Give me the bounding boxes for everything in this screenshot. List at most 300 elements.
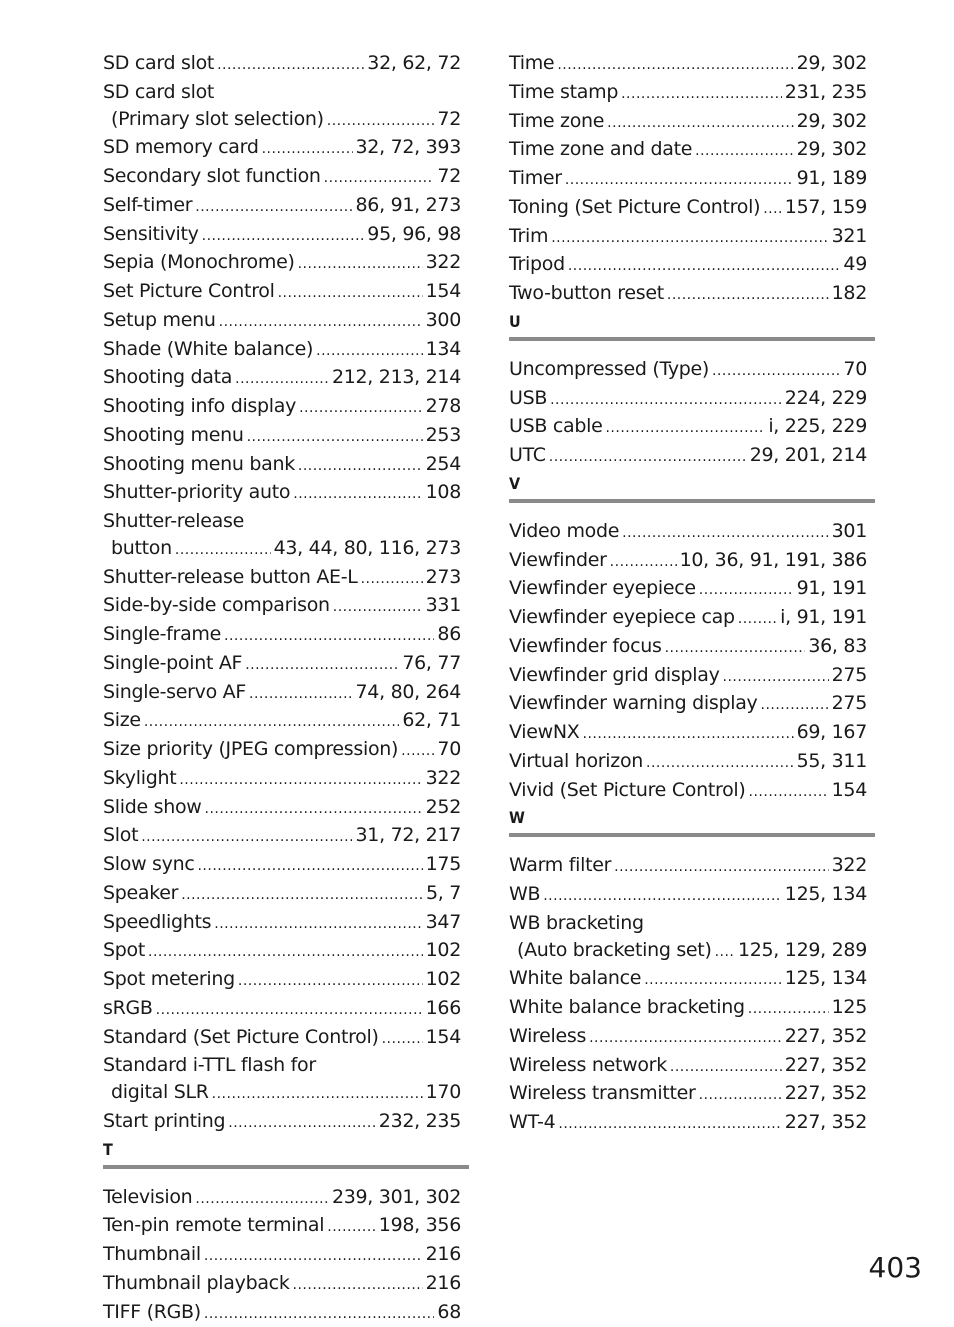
index-entry — [103, 1079, 461, 1108]
page-references: 91, 191 — [797, 575, 867, 602]
index-term: Size priority (JPEG compression) — [103, 736, 398, 763]
page-references: 331 — [426, 592, 461, 619]
section-letter-v: V — [509, 471, 867, 497]
dot-leader — [712, 358, 840, 385]
index-term: Ten-pin remote terminal — [103, 1212, 324, 1239]
index-term: Warm filter — [509, 852, 611, 879]
dot-leader — [557, 52, 793, 79]
index-term: Viewfinder — [509, 547, 607, 574]
index-term: Standard (Set Picture Control) — [103, 1024, 379, 1051]
index-term: Setup menu — [103, 307, 216, 334]
index-term: Viewfinder eyepiece cap — [509, 604, 735, 631]
index-entry — [103, 937, 461, 966]
index-term: Wireless network — [509, 1052, 667, 1079]
dot-leader — [738, 606, 777, 633]
page-references: 170 — [426, 1079, 461, 1106]
dot-leader — [235, 366, 329, 393]
index-entry — [103, 192, 461, 221]
dot-leader — [195, 1186, 329, 1213]
index-term: Shutter-release button AE-L — [103, 564, 358, 591]
page-references: 273 — [426, 564, 461, 591]
dot-leader — [361, 566, 423, 593]
index-entry — [103, 134, 461, 163]
page-references: 95, 96, 98 — [367, 221, 461, 248]
index-term: Television — [103, 1184, 192, 1211]
dot-leader — [761, 692, 829, 719]
right-index-column — [509, 50, 867, 1138]
page-references: 74, 80, 264 — [356, 679, 461, 706]
dot-leader — [278, 280, 423, 307]
index-term: Vivid (Set Picture Control) — [509, 777, 746, 804]
dot-leader — [568, 253, 841, 280]
index-term: Two-button reset — [509, 280, 664, 307]
entries-t — [103, 1184, 461, 1327]
dot-leader — [238, 968, 423, 995]
index-term: Single-frame — [103, 621, 221, 648]
page-references: 62, 71 — [402, 707, 461, 734]
index-entry — [103, 336, 461, 365]
dot-leader — [327, 108, 435, 135]
dot-leader — [583, 721, 794, 748]
dot-leader — [723, 664, 829, 691]
index-entry — [509, 442, 867, 471]
index-term: Time — [509, 50, 554, 77]
page-references: 72 — [437, 106, 461, 133]
index-term: Timer — [509, 165, 562, 192]
index-entry — [509, 662, 867, 691]
index-entry — [509, 108, 867, 137]
dot-leader — [228, 1110, 376, 1137]
dot-leader — [327, 1214, 376, 1241]
index-entry — [103, 50, 461, 79]
page-references: 69, 167 — [797, 719, 867, 746]
dot-leader — [205, 796, 423, 823]
index-entry — [103, 765, 461, 794]
index-term: Single-point AF — [103, 650, 242, 677]
index-term: (Auto bracketing set) — [517, 937, 712, 964]
index-term: Spot metering — [103, 966, 235, 993]
index-entry — [509, 937, 867, 966]
section-v — [509, 471, 867, 806]
dot-leader — [148, 939, 423, 966]
index-term: button — [111, 535, 172, 562]
index-term: Sepia (Monochrome) — [103, 249, 295, 276]
index-entry — [509, 385, 867, 414]
index-entry — [103, 479, 461, 508]
index-term: Shooting menu — [103, 422, 244, 449]
page-references: 125, 129, 289 — [738, 937, 867, 964]
dot-leader — [665, 635, 806, 662]
page-references: 278 — [426, 393, 461, 420]
index-entry — [103, 1108, 461, 1137]
page-references: 154 — [832, 777, 867, 804]
index-term: digital SLR — [111, 1079, 209, 1106]
index-term: Uncompressed (Type) — [509, 356, 709, 383]
index-entry — [103, 451, 461, 480]
index-term: Time zone and date — [509, 136, 692, 163]
dot-leader — [550, 387, 782, 414]
page-references: 301 — [832, 518, 867, 545]
dot-leader — [224, 623, 434, 650]
dot-leader — [204, 1243, 423, 1270]
index-entry — [103, 1299, 461, 1327]
index-entry — [103, 278, 461, 307]
index-entry — [103, 650, 461, 679]
index-entry — [103, 966, 461, 995]
page-references: 322 — [832, 852, 867, 879]
dot-leader — [293, 1272, 423, 1299]
index-term: Time stamp — [509, 79, 618, 106]
index-term: Self-timer — [103, 192, 192, 219]
index-term: Thumbnail — [103, 1241, 201, 1268]
index-entry — [103, 564, 461, 593]
index-entry-heading: Standard i-TTL flash for — [103, 1052, 461, 1079]
index-term: Set Picture Control — [103, 278, 275, 305]
index-entry — [103, 707, 461, 736]
dot-leader — [699, 577, 794, 604]
index-term: Sensitivity — [103, 221, 199, 248]
page-references: 68 — [437, 1299, 461, 1326]
page-references: 72 — [437, 163, 461, 190]
index-term: Trim — [509, 223, 548, 250]
page-references: 5, 7 — [426, 880, 461, 907]
index-entry — [509, 633, 867, 662]
index-entry — [103, 794, 461, 823]
index-entry — [509, 356, 867, 385]
index-term: Viewfinder focus — [509, 633, 662, 660]
index-term: Slide show — [103, 794, 202, 821]
index-term: SD card slot — [103, 50, 214, 77]
index-entry — [509, 194, 867, 223]
dot-leader — [144, 709, 400, 736]
index-term: Slot — [103, 822, 138, 849]
section-t — [103, 1137, 461, 1327]
section-divider — [509, 833, 875, 837]
index-entry — [509, 575, 867, 604]
dot-leader — [175, 537, 271, 564]
index-term: Viewfinder warning display — [509, 690, 758, 717]
page-references: 300 — [426, 307, 461, 334]
index-term: Thumbnail playback — [103, 1270, 290, 1297]
page-references: 212, 213, 214 — [332, 364, 461, 391]
index-term: ViewNX — [509, 719, 580, 746]
index-entry — [509, 690, 867, 719]
index-term: Wireless — [509, 1023, 586, 1050]
index-term: White balance bracketing — [509, 994, 745, 1021]
dot-leader — [195, 194, 352, 221]
index-entry-heading: SD card slot — [103, 79, 461, 106]
index-entry — [103, 995, 461, 1024]
dot-leader — [715, 939, 735, 966]
dot-leader — [699, 1082, 782, 1109]
left-index-column — [103, 50, 461, 1327]
dot-leader — [695, 138, 793, 165]
section-letter-u: U — [509, 309, 867, 335]
dot-leader — [179, 767, 422, 794]
index-entry — [103, 422, 461, 451]
index-term: WB — [509, 881, 540, 908]
index-entry — [103, 1241, 461, 1270]
page-references: 32, 62, 72 — [367, 50, 461, 77]
page-references: 70 — [843, 356, 867, 383]
dot-leader — [217, 52, 364, 79]
index-entry — [103, 736, 461, 765]
index-entry — [103, 679, 461, 708]
page-references: 253 — [426, 422, 461, 449]
page-references: 322 — [426, 249, 461, 276]
dot-leader — [197, 853, 422, 880]
dot-leader — [551, 225, 828, 252]
index-entry — [509, 50, 867, 79]
index-term: sRGB — [103, 995, 153, 1022]
dot-leader — [249, 681, 353, 708]
section-letter-w: W — [509, 805, 867, 831]
index-entry — [509, 1109, 867, 1138]
index-entry — [509, 223, 867, 252]
section-w — [509, 805, 867, 1138]
dot-leader — [763, 196, 782, 223]
dot-leader — [156, 997, 423, 1024]
index-entry — [509, 251, 867, 280]
dot-leader — [299, 395, 423, 422]
index-entry — [509, 1052, 867, 1081]
index-term: UTC — [509, 442, 546, 469]
index-term: Start printing — [103, 1108, 225, 1135]
dot-leader — [610, 549, 677, 576]
index-entry — [509, 136, 867, 165]
dot-leader — [333, 594, 423, 621]
page-references: 231, 235 — [785, 79, 867, 106]
page-references: 55, 311 — [797, 748, 867, 775]
dot-leader — [621, 81, 782, 108]
index-term: Side-by-side comparison — [103, 592, 330, 619]
dot-leader — [565, 167, 794, 194]
page-references: 102 — [426, 966, 461, 993]
index-entry — [509, 777, 867, 806]
index-entry — [103, 163, 461, 192]
index-term: Skylight — [103, 765, 176, 792]
index-term: Tripod — [509, 251, 565, 278]
dot-leader — [589, 1025, 782, 1052]
index-entry — [509, 719, 867, 748]
index-entry — [103, 621, 461, 650]
page-references: 32, 72, 393 — [356, 134, 461, 161]
index-entry — [103, 106, 461, 135]
index-entry — [103, 1270, 461, 1299]
index-entry — [509, 547, 867, 576]
index-entry — [103, 592, 461, 621]
index-entry-heading: WB bracketing — [509, 910, 867, 937]
index-term: Single-servo AF — [103, 679, 246, 706]
page-references: 86, 91, 273 — [356, 192, 461, 219]
index-entry-heading: Shutter-release — [103, 508, 461, 535]
index-entry — [103, 851, 461, 880]
dot-leader — [212, 1081, 423, 1108]
index-term: Secondary slot function — [103, 163, 321, 190]
dot-leader — [293, 481, 422, 508]
page-number: 403 — [869, 1250, 922, 1286]
index-term: USB cable — [509, 413, 602, 440]
page-references: 254 — [426, 451, 461, 478]
index-entry — [103, 364, 461, 393]
page-references: 102 — [426, 937, 461, 964]
index-entry — [103, 221, 461, 250]
index-term: Slow sync — [103, 851, 194, 878]
page-references: 224, 229 — [785, 385, 867, 412]
page-references: 227, 352 — [785, 1109, 867, 1136]
dot-leader — [214, 911, 422, 938]
entries-v — [509, 518, 867, 806]
page-references: 76, 77 — [402, 650, 461, 677]
index-entry — [509, 165, 867, 194]
page-references: 275 — [832, 690, 867, 717]
page-references: 154 — [426, 278, 461, 305]
dot-leader — [644, 967, 782, 994]
index-term: Shooting info display — [103, 393, 296, 420]
page-references: 29, 201, 214 — [750, 442, 867, 469]
index-term: Time zone — [509, 108, 604, 135]
index-entry — [103, 909, 461, 938]
dot-leader — [670, 1054, 782, 1081]
dot-leader — [316, 338, 422, 365]
index-term: Spot — [103, 937, 145, 964]
page-references: 108 — [426, 479, 461, 506]
dot-leader — [558, 1111, 781, 1138]
dot-leader — [622, 520, 828, 547]
index-entry — [103, 393, 461, 422]
index-entry — [103, 307, 461, 336]
page-references: i, 91, 191 — [780, 604, 867, 631]
page-references: 275 — [832, 662, 867, 689]
page-references: 322 — [426, 765, 461, 792]
entries-s — [103, 50, 461, 1137]
index-term: Toning (Set Picture Control) — [509, 194, 760, 221]
section-u — [509, 309, 867, 471]
section-letter-t: T — [103, 1137, 461, 1163]
page-references: 43, 44, 80, 116, 273 — [274, 535, 461, 562]
index-term: (Primary slot selection) — [111, 106, 324, 133]
index-term: TIFF (RGB) — [103, 1299, 201, 1326]
index-entry — [103, 535, 461, 564]
page-references: 232, 235 — [379, 1108, 461, 1135]
page-references: 216 — [426, 1270, 461, 1297]
index-term: Size — [103, 707, 141, 734]
dot-leader — [219, 309, 423, 336]
dot-leader — [262, 136, 353, 163]
section-divider — [103, 1165, 469, 1169]
dot-leader — [605, 415, 765, 442]
index-entry — [509, 852, 867, 881]
index-entry — [509, 881, 867, 910]
dot-leader — [298, 251, 423, 278]
dot-leader — [202, 223, 365, 250]
page-references: 10, 36, 91, 191, 386 — [680, 547, 867, 574]
page-references: 125, 134 — [785, 965, 867, 992]
page-references: 154 — [426, 1024, 461, 1051]
page-references: 198, 356 — [379, 1212, 461, 1239]
entries-u — [509, 356, 867, 471]
dot-leader — [298, 453, 423, 480]
dot-leader — [382, 1026, 423, 1053]
page-references: 227, 352 — [785, 1023, 867, 1050]
dot-leader — [646, 750, 794, 777]
page-references: 31, 72, 217 — [356, 822, 461, 849]
dot-leader — [245, 652, 399, 679]
page-references: 166 — [426, 995, 461, 1022]
page-references: 36, 83 — [808, 633, 867, 660]
page-references: 347 — [426, 909, 461, 936]
dot-leader — [749, 779, 829, 806]
index-entry — [103, 1024, 461, 1053]
page-references: 125 — [832, 994, 867, 1021]
page-references: 29, 302 — [797, 50, 867, 77]
page-references: 239, 301, 302 — [332, 1184, 461, 1211]
dot-leader — [401, 738, 434, 765]
index-entry — [509, 748, 867, 777]
index-term: Wireless transmitter — [509, 1080, 696, 1107]
page-references: 227, 352 — [785, 1052, 867, 1079]
index-entry — [103, 880, 461, 909]
page-references: i, 225, 229 — [768, 413, 867, 440]
index-term: Virtual horizon — [509, 748, 643, 775]
index-entry — [509, 1080, 867, 1109]
index-entry — [509, 518, 867, 547]
index-entry — [509, 965, 867, 994]
page-references: 216 — [426, 1241, 461, 1268]
page-references: 91, 189 — [797, 165, 867, 192]
index-entry — [103, 249, 461, 278]
page-references: 29, 302 — [797, 136, 867, 163]
page-references: 321 — [832, 223, 867, 250]
index-term: Shooting menu bank — [103, 451, 295, 478]
page-references: 175 — [426, 851, 461, 878]
dot-leader — [667, 282, 829, 309]
index-entry — [103, 1212, 461, 1241]
entries-w — [509, 852, 867, 1138]
index-term: Viewfinder grid display — [509, 662, 720, 689]
dot-leader — [748, 996, 829, 1023]
index-entry — [103, 822, 461, 851]
section-divider — [509, 337, 875, 341]
page-references: 49 — [843, 251, 867, 278]
page-references: 182 — [832, 280, 867, 307]
index-term: Speaker — [103, 880, 178, 907]
page-references: 134 — [426, 336, 461, 363]
page-references: 157, 159 — [785, 194, 867, 221]
index-entry — [509, 79, 867, 108]
page-references: 86 — [437, 621, 461, 648]
section-divider — [509, 499, 875, 503]
page-references: 70 — [437, 736, 461, 763]
index-term: USB — [509, 385, 547, 412]
index-entry — [509, 604, 867, 633]
dot-leader — [247, 424, 423, 451]
dot-leader — [549, 444, 747, 471]
index-term: White balance — [509, 965, 641, 992]
page-references: 29, 302 — [797, 108, 867, 135]
index-entry — [509, 413, 867, 442]
index-term: Shooting data — [103, 364, 232, 391]
index-entry — [509, 280, 867, 309]
index-term: SD memory card — [103, 134, 259, 161]
index-term: Shade (White balance) — [103, 336, 313, 363]
index-term: Viewfinder eyepiece — [509, 575, 696, 602]
dot-leader — [141, 824, 352, 851]
index-term: Shutter-priority auto — [103, 479, 290, 506]
dot-leader — [607, 110, 793, 137]
dot-leader — [543, 883, 782, 910]
dot-leader — [614, 854, 828, 881]
